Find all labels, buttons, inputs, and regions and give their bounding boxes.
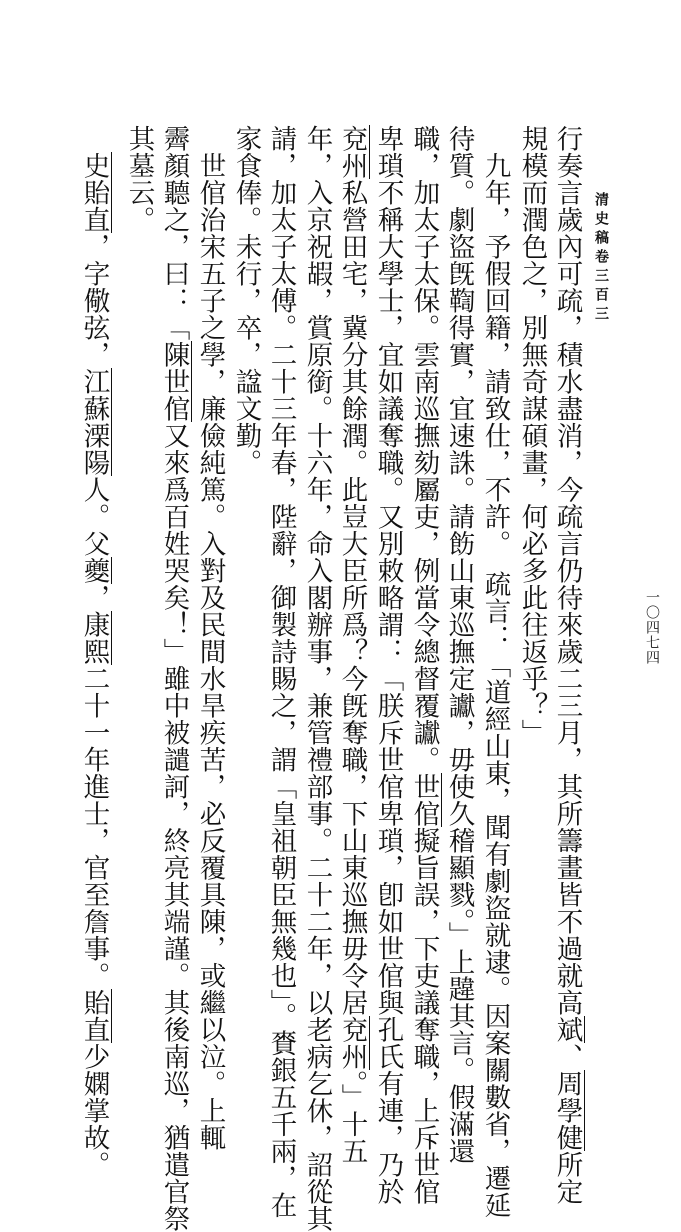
text-run: 行奏言歲內可疏，積水盡消，今疏言仍待來歲二三月，其所籌畫皆不過就高 <box>551 125 583 1016</box>
text-column <box>123 125 155 233</box>
text-run: 擬旨誤，下吏議奪職，上斥世倌 <box>408 827 440 1205</box>
text-column <box>551 125 583 1205</box>
proper-name-mark: 斌 <box>551 1016 583 1043</box>
text-run: ，字儆弦， <box>78 233 110 368</box>
proper-name-mark: 世倌 <box>408 773 440 827</box>
text-run: 待質。劇盜旣鞫得實，宜速誅。請飭山東巡撫定讞，毋使久稽顯戮。」上韙其言。假滿還 <box>443 125 475 1165</box>
text-column <box>336 125 368 1165</box>
text-run: 又來爲百姓哭矣！」雖中被譴訶，終亮其端謹。其後南巡，猶遣官祭 <box>158 422 190 1232</box>
text-column <box>194 125 226 1151</box>
text-run: 規模而潤色之，別無奇謀碩畫，何必多此往返乎？」 <box>516 125 548 746</box>
text-run: 年，入京祝嘏，賞原銜。十六年，命入閣辦事，兼管禮部事。二十二年，以老病乞休，詔從其 <box>301 125 333 1232</box>
text-run: 少嫻掌故。 <box>78 1043 110 1178</box>
text-column <box>516 125 548 746</box>
proper-name-mark: 兗州 <box>336 1016 368 1070</box>
text-run: 。」十五 <box>336 1070 368 1165</box>
text-run: 卑瑣不稱大學士，宜如議奪職。又別敕略謂：「朕斥世倌卑瑣，卽如世倌與孔氏有連，乃於 <box>372 125 404 1205</box>
page-number: 一〇四七四 <box>644 590 660 665</box>
text-run: 、 <box>551 1043 583 1070</box>
text-run: 所定 <box>551 1151 583 1205</box>
text-run: ， <box>78 584 110 611</box>
text-run: 家食俸。未行，卒，諡文勤。 <box>230 125 262 476</box>
text-run <box>79 125 110 152</box>
proper-name-mark: 陳世倌 <box>158 341 190 422</box>
text-run: 人。父 <box>78 476 110 557</box>
proper-name-mark: 康熙 <box>78 611 110 665</box>
proper-name-mark: 兗州 <box>336 125 368 179</box>
text-run: 職，加太子太保。雲南巡撫劾屬吏，例當令總督覆讞。 <box>408 125 440 773</box>
text-column <box>158 125 190 1232</box>
running-head: 清史稿卷三百三 <box>593 192 609 325</box>
text-run: 其墓云。 <box>123 125 155 233</box>
text-run: 私營田宅，冀分其餘潤。此豈大臣所爲？今旣奪職，下山東巡撫毋令居 <box>336 179 368 1016</box>
text-column <box>301 125 333 1232</box>
proper-name-mark: 貽直 <box>78 989 110 1043</box>
text-column <box>265 125 297 1219</box>
text-column <box>372 125 404 1205</box>
text-run: 二十一年進士，官至詹事。 <box>78 665 110 989</box>
proper-name-mark: 史貽直 <box>78 152 110 233</box>
text-run: 請，加太子太傅。二十三年春，陛辭，御製詩賜之，謂「皇祖朝臣無幾也」。賚銀五千兩，在 <box>265 125 297 1219</box>
proper-name-mark: 江蘇溧陽 <box>78 368 110 476</box>
text-run: 九年，予假回籍，請致仕，不許。 疏言：「道經山東，聞有劇盜就逮。因案關數省，遷延 <box>479 125 511 1219</box>
text-run: 世倌治宋五子之學，廉儉純篤。入對及民間水旱疾苦，必反覆具陳，或繼以泣。上輒 <box>194 125 226 1151</box>
text-column <box>479 125 511 1219</box>
text-column <box>408 125 440 1205</box>
proper-name-mark: 夔 <box>78 557 110 584</box>
text-run: 霽顏聽之，曰：「 <box>158 125 190 341</box>
text-column <box>443 125 475 1165</box>
text-column <box>230 125 262 476</box>
text-column <box>78 125 110 1178</box>
proper-name-mark: 周學健 <box>551 1070 583 1151</box>
